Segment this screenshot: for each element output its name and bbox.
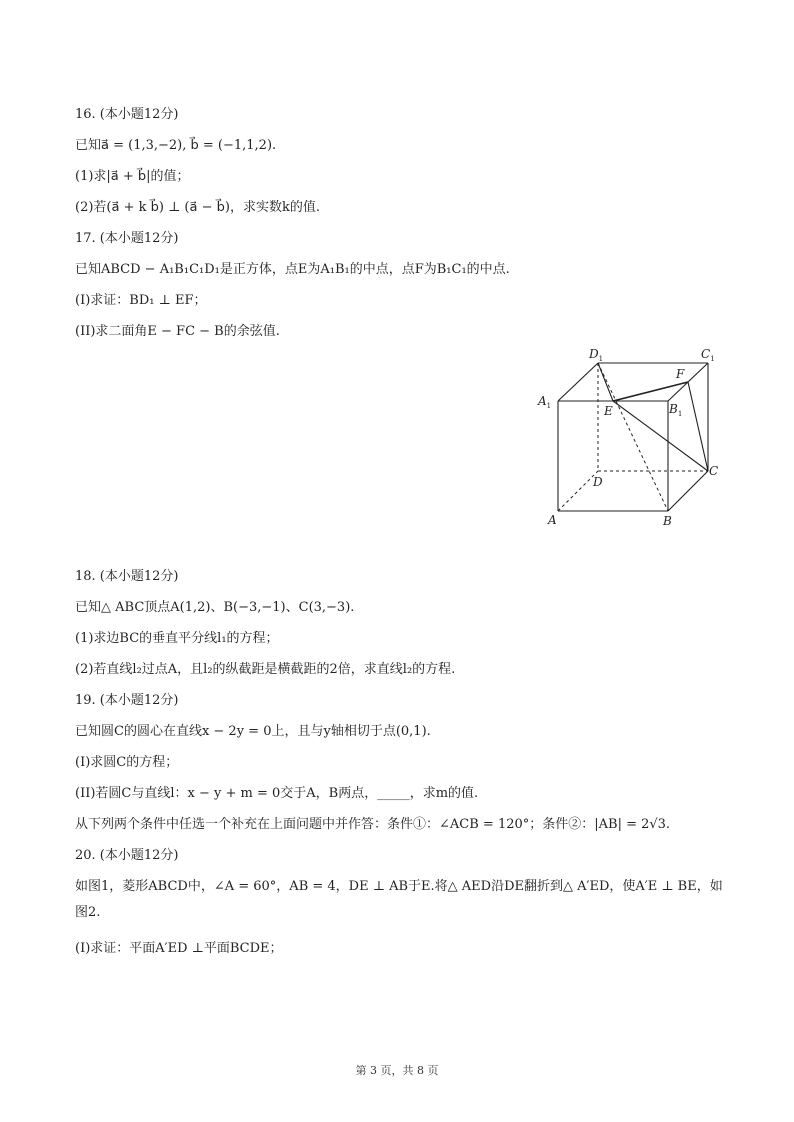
problem-19-part-1: (I)求圆C的方程； <box>75 755 179 770</box>
problem-18-part-2: (2)若直线l₂过点A，且l₂的纵截距是横截距的2倍，求直线l₂的方程. <box>75 662 456 677</box>
problem-17-part-2: (II)求二面角E − FC − B的余弦值. <box>75 324 280 339</box>
problem-17-part-1: (I)求证：BD₁ ⊥ EF； <box>75 293 207 308</box>
page-footer: 第 3 页，共 8 页 <box>355 1064 439 1077</box>
problem-16-part-2: (2)若(a⃗ + k b⃗) ⊥ (a⃗ − b⃗)，求实数k的值. <box>75 200 320 215</box>
problem-19-part-2: (II)若圆C与直线l：x − y + m = 0交于A，B两点，_____，求m的值. <box>75 786 479 801</box>
label-b: B <box>663 514 672 528</box>
label-e: E <box>604 404 613 418</box>
problem-19-header: 19. (本小题12分) <box>75 693 179 708</box>
label-a1: $A_1$ <box>538 394 552 410</box>
problem-18-header: 18. (本小题12分) <box>75 569 179 584</box>
problem-20-header: 20. (本小题12分) <box>75 848 179 863</box>
problem-16-part-1: (1)求|a⃗ + b⃗|的值； <box>75 169 190 184</box>
label-d: D <box>593 475 603 489</box>
problem-17-given: 已知ABCD − A₁B₁C₁D₁是正方体，点E为A₁B₁的中点，点F为B₁C₁的中点. <box>75 262 510 277</box>
cube-figure <box>535 343 725 533</box>
problem-18-given: 已知△ ABC顶点A(1,2)、B(−3,−1)、C(3,−3). <box>75 600 355 615</box>
problem-19-conditions: 从下列两个条件中任选一个补充在上面问题中并作答：条件①：∠ACB = 120°；条件②：|AB| = 2√3. <box>75 817 671 832</box>
problem-18-part-1: (1)求边BC的垂直平分线l₁的方程； <box>75 631 279 646</box>
label-c: C <box>709 464 719 478</box>
label-b1: $B_1$ <box>669 402 683 418</box>
label-f: F <box>676 367 685 381</box>
problem-17-header: 17. (本小题12分) <box>75 231 179 246</box>
label-a: A <box>548 513 557 527</box>
problem-20-part-1: (I)求证：平面A′ED ⊥平面BCDE； <box>75 941 283 956</box>
problem-19-given: 已知圆C的圆心在直线x − 2y = 0上，且与y轴相切于点(0,1). <box>75 724 431 739</box>
problem-20-given: 如图1，菱形ABCD中，∠A = 60°，AB = 4，DE ⊥ AB于E.将△ AED沿DE翻折到△ A′ED，使A′E ⊥ BE，如图2. <box>75 879 723 920</box>
problem-16-given: 已知a⃗ = (1,3,−2), b⃗ = (−1,1,2). <box>75 138 277 153</box>
label-d1: $D_1$ <box>589 347 604 363</box>
problem-16-header: 16. (本小题12分) <box>75 107 179 122</box>
label-c1: $C_1$ <box>701 347 715 363</box>
